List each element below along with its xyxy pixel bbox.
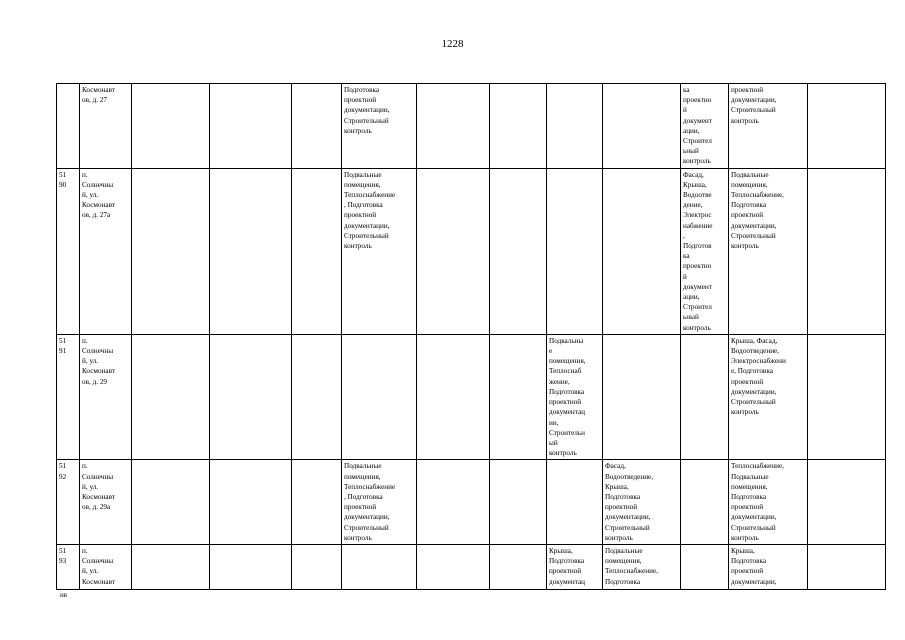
works-cell-col6: Подвальные помещения, Теплоснабжение , Подготовка проектной документации, Строительный контроль	[342, 168, 417, 334]
address-cell: п. Солнечны й, ул. Космонавт	[80, 544, 132, 589]
works-cell-col9: Подвальны е помещения, Теплоснаб жение, Подготовка проектной документац ии, Строительн ый контроль	[547, 334, 603, 459]
table-row	[57, 544, 886, 589]
works-cell-col11: Фасад, Крыша, Водоотве дение, Электрос набжение , Подготов ка проектно й документ ации, Строител ьный контроль	[681, 168, 729, 334]
cell-col7	[417, 168, 490, 334]
cell-col5	[292, 334, 342, 459]
row-number	[57, 84, 80, 169]
works-cell-col12: Крыша, Фасад, Водоотведение, Электроснабжени е, Подготовка проектной документации, Строительный контроль	[729, 334, 808, 459]
works-cell-col10	[603, 84, 681, 169]
cell-col3	[132, 334, 210, 459]
row-number: 51 92	[57, 460, 80, 545]
cell-col8	[490, 460, 547, 545]
works-cell-col10	[603, 334, 681, 459]
cell-col4	[210, 168, 292, 334]
cell-col13	[808, 334, 886, 459]
address-cell: п. Солнечны й, ул. Космонавт ов, д. 29а	[80, 460, 132, 545]
cell-col13	[808, 460, 886, 545]
cell-col8	[490, 84, 547, 169]
cell-col3	[132, 84, 210, 169]
row-number: 51 90	[57, 168, 80, 334]
works-cell-col11	[681, 460, 729, 545]
cell-col4	[210, 84, 292, 169]
works-cell-col12: Теплоснабжение, Подвальные помещения, Подготовка проектной документации, Строительный контроль	[729, 460, 808, 545]
works-cell-col9	[547, 168, 603, 334]
table-row	[57, 460, 886, 545]
works-cell-col11	[681, 334, 729, 459]
cell-col7	[417, 334, 490, 459]
table-row	[57, 334, 886, 459]
cell-col8	[490, 334, 547, 459]
works-cell-col6	[342, 334, 417, 459]
works-cell-col6	[342, 544, 417, 589]
cell-col3	[132, 544, 210, 589]
table-row	[57, 84, 886, 169]
row-number: 51 93	[57, 544, 80, 589]
cell-col13	[808, 544, 886, 589]
works-cell-col10: Фасад, Водоотведение, Крыша, Подготовка проектной документации, Строительный контроль	[603, 460, 681, 545]
address-cell: п. Солнечны й, ул. Космонавт ов, д. 27а	[80, 168, 132, 334]
cell-col5	[292, 168, 342, 334]
works-cell-col9: Крыша, Подготовка проектной документац	[547, 544, 603, 589]
page-number: 1228	[441, 38, 464, 50]
cell-col8	[490, 544, 547, 589]
works-cell-col11	[681, 544, 729, 589]
works-cell-col9	[547, 460, 603, 545]
register-table	[56, 83, 886, 590]
cell-col8	[490, 168, 547, 334]
works-cell-col12: проектной документации, Строительный контроль	[729, 84, 808, 169]
cell-col7	[417, 84, 490, 169]
cell-col5	[292, 460, 342, 545]
works-cell-col6: Подвальные помещения, Теплоснабжение , Подготовка проектной документации, Строительный контроль	[342, 460, 417, 545]
address-cell: Космонавт ов, д. 27	[80, 84, 132, 169]
cell-col4	[210, 460, 292, 545]
address-cell: п. Солнечны й, ул. Космонавт ов, д. 29	[80, 334, 132, 459]
works-cell-col9	[547, 84, 603, 169]
cell-col3	[132, 460, 210, 545]
row-number: 51 91	[57, 334, 80, 459]
cell-col7	[417, 544, 490, 589]
table-row	[57, 168, 886, 334]
cell-col7	[417, 460, 490, 545]
works-cell-col10	[603, 168, 681, 334]
footer-mark: нв	[60, 591, 68, 599]
works-cell-col10: Подвальные помещения, Теплоснабжение, Подготовка	[603, 544, 681, 589]
cell-col5	[292, 544, 342, 589]
cell-col4	[210, 334, 292, 459]
works-cell-col11: ка проектно й документ ации, Строител ьный контроль	[681, 84, 729, 169]
works-cell-col6: Подготовка проектной документации, Строительный контроль	[342, 84, 417, 169]
works-cell-col12: Подвальные помещения, Теплоснабжение, Подготовка проектной документации, Строительный контроль	[729, 168, 808, 334]
cell-col4	[210, 544, 292, 589]
cell-col13	[808, 84, 886, 169]
cell-col3	[132, 168, 210, 334]
cell-col13	[808, 168, 886, 334]
works-cell-col12: Крыша, Подготовка проектной документации,	[729, 544, 808, 589]
cell-col5	[292, 84, 342, 169]
